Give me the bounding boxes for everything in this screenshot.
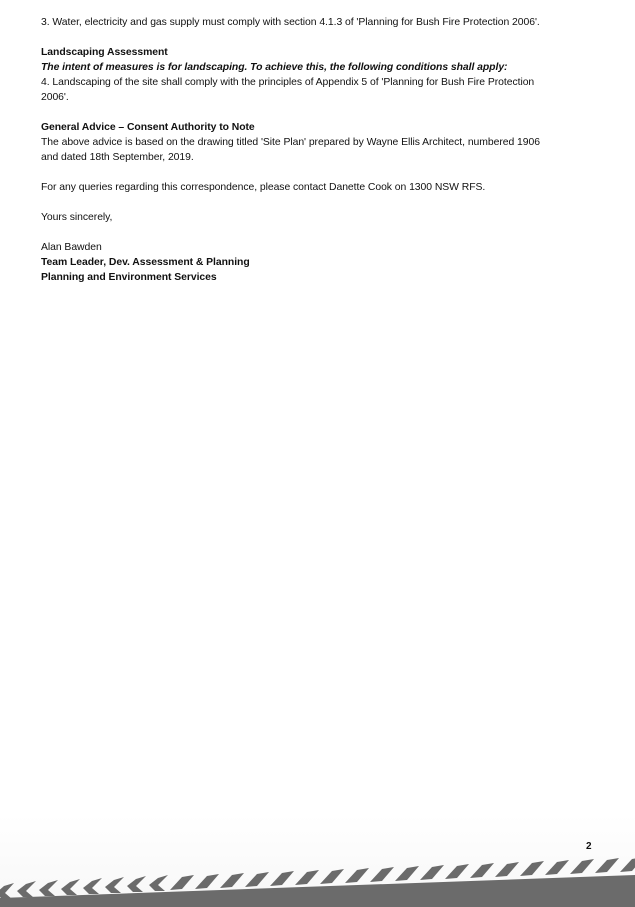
- condition-item-4-line-1: 4. Landscaping of the site shall comply with the principles of Appendix 5 of 'Planning for Bush Fire Protection: [41, 77, 535, 88]
- page-number: 2: [586, 841, 592, 852]
- footer-stripe-decoration: [0, 850, 635, 907]
- general-advice-line-2: and dated 18th September, 2019.: [41, 152, 194, 163]
- contact-paragraph: For any queries regarding this correspondence, please contact Danette Cook on 1300 NSW RFS.: [41, 182, 486, 193]
- spacer: [41, 105, 591, 120]
- landscaping-heading: Landscaping Assessment: [41, 47, 168, 58]
- letter-body: [41, 15, 591, 285]
- landscaping-intent: The intent of measures is for landscaping. To achieve this, the following conditions shall apply:: [41, 62, 508, 73]
- closing-salutation: Yours sincerely,: [41, 212, 113, 223]
- signatory-title: Team Leader, Dev. Assessment & Planning: [41, 257, 250, 268]
- condition-item-3: 3. Water, electricity and gas supply must comply with section 4.1.3 of 'Planning for Bush Fire Protection 2006'.: [41, 17, 540, 28]
- general-advice-line-1: The above advice is based on the drawing titled 'Site Plan' prepared by Wayne Ellis Architect, numbered 1906: [41, 137, 540, 148]
- spacer: [41, 165, 591, 180]
- spacer: [41, 195, 591, 210]
- spacer: [41, 225, 591, 240]
- general-advice-heading: General Advice – Consent Authority to Note: [41, 122, 255, 133]
- signatory-department: Planning and Environment Services: [41, 272, 217, 283]
- signatory-name: Alan Bawden: [41, 242, 102, 253]
- condition-item-4-line-2: 2006'.: [41, 92, 69, 103]
- spacer: [41, 30, 591, 45]
